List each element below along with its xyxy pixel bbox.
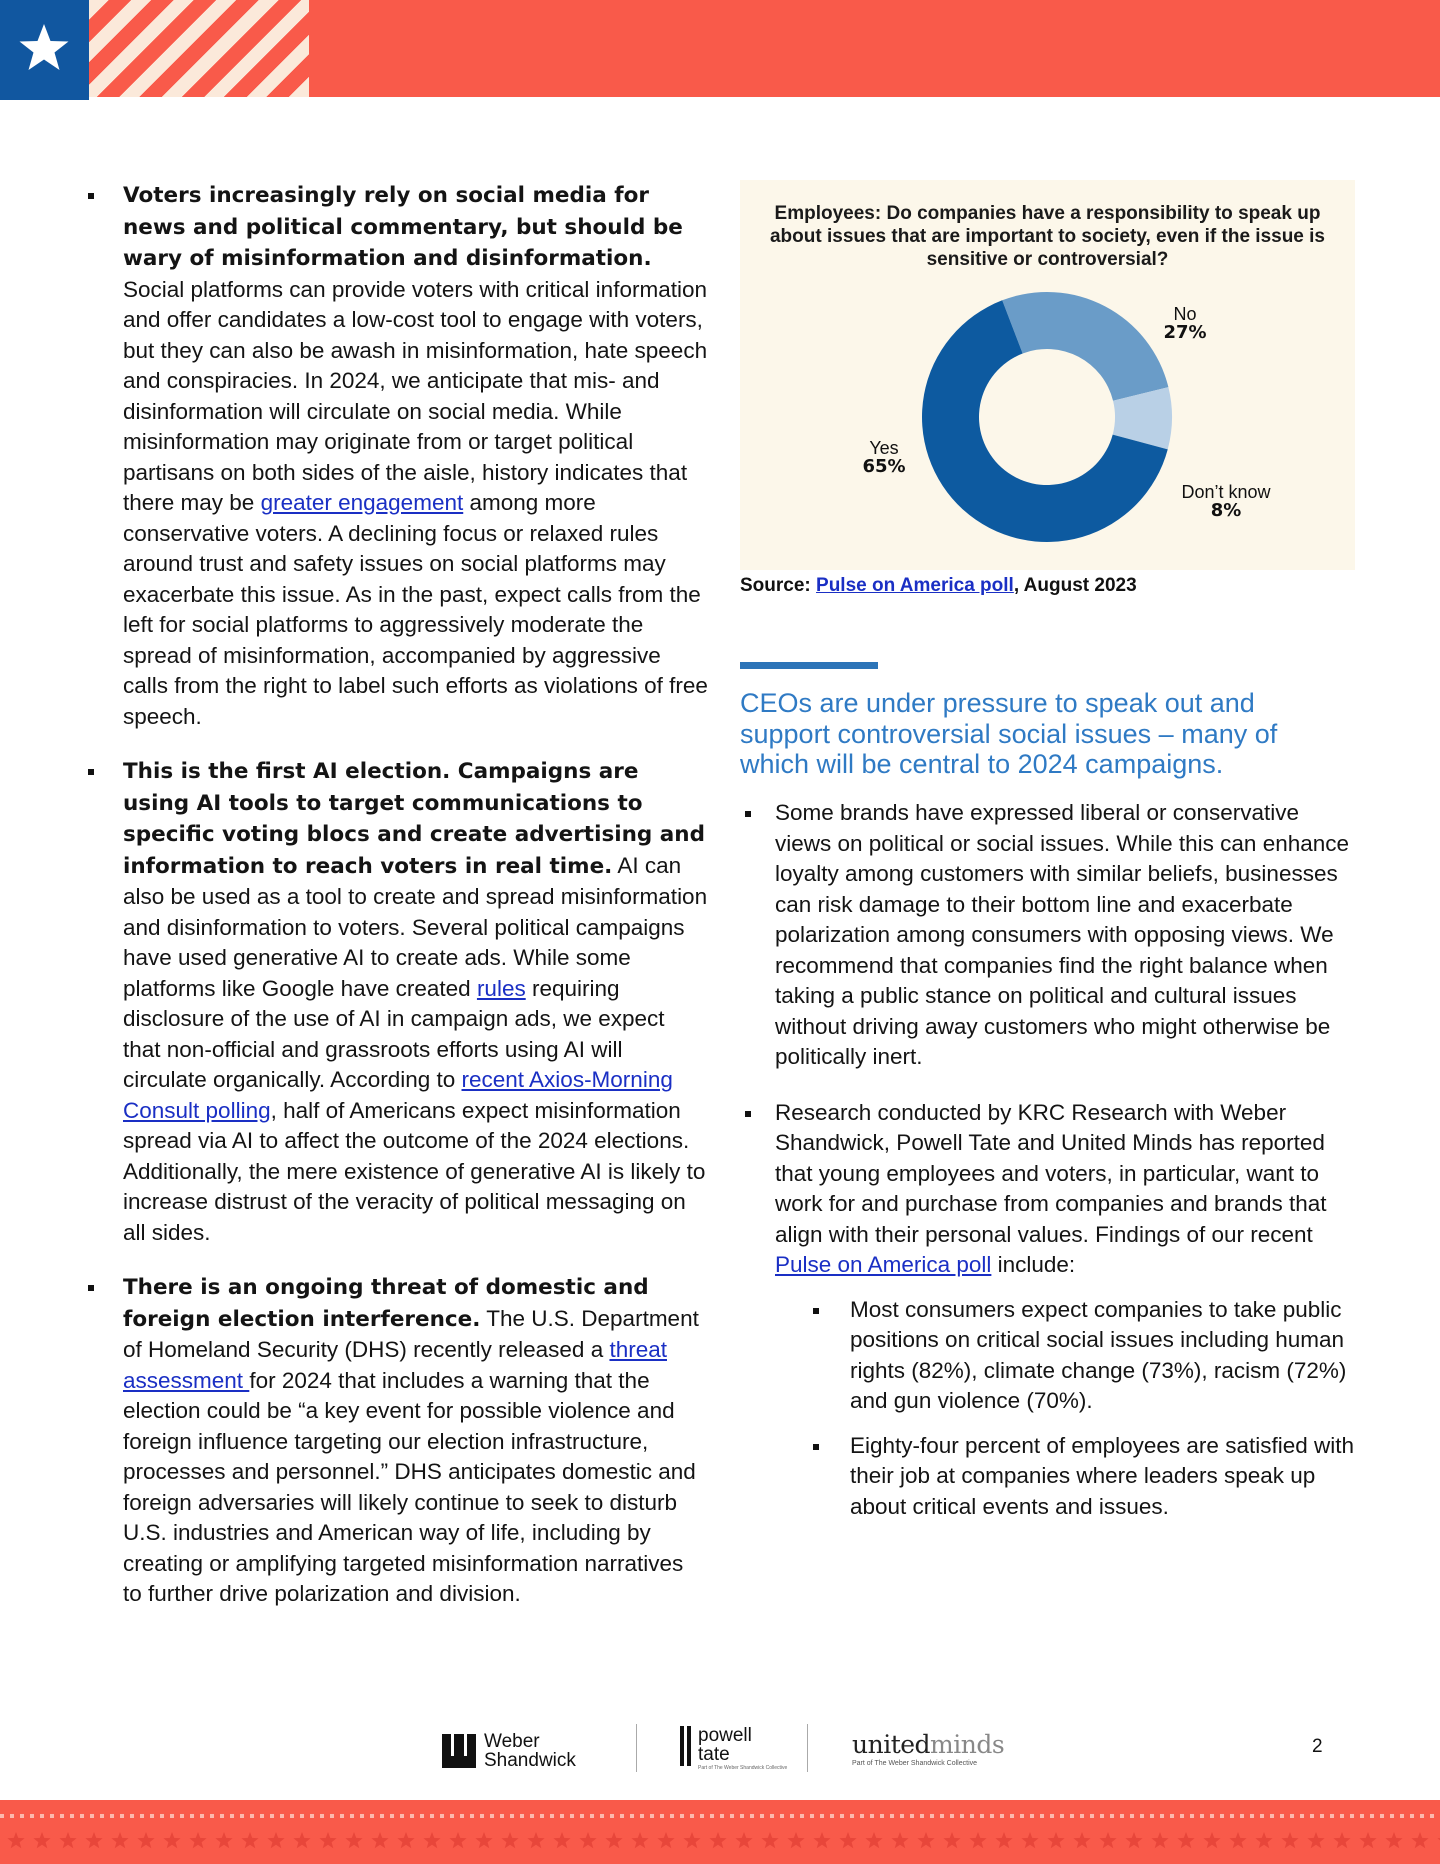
sub-bullet-list — [775, 1295, 1355, 1523]
footer-star-icon — [865, 1832, 882, 1848]
source-prefix: Source: — [740, 575, 817, 596]
footer-star-icon — [293, 1832, 310, 1848]
footer-star-icon — [215, 1832, 232, 1848]
footer-star-icon — [969, 1832, 986, 1848]
bullet-text: Research conducted by KRC Research with Weber Shandwick, Powell Tate and United Minds has reported that young employees and voters, in particular, want to work for and purchase from companies and brands that align with their personal values. Findings of our recent — [775, 1099, 1327, 1247]
slice-value-label: 27% — [1163, 322, 1207, 343]
link-threat-assessment[interactable]: threat assessment — [123, 1337, 667, 1393]
footer-star-icon — [7, 1832, 24, 1848]
footer-star-icon — [1099, 1832, 1116, 1848]
bullet-text: among more conservative voters. A declining focus or relaxed rules around trust and safety issues on social platforms may exacerbate this issue. As in the past, expect calls from the left for social platforms to aggressively moderate the spread of misinformation, accompanied by aggressive calls from the right to label such efforts as violations of free speech. — [123, 490, 708, 729]
star-icon — [18, 22, 70, 74]
weber-shandwick-mark-icon — [442, 1734, 476, 1768]
footer-star-icon — [1229, 1832, 1246, 1848]
footer-star-icon — [267, 1832, 284, 1848]
powell-text: powell — [698, 1725, 752, 1746]
flag-star-box — [0, 0, 89, 100]
link-greater-engagement[interactable]: greater engagement — [260, 490, 464, 515]
minds-text: minds — [930, 1730, 1005, 1759]
footer-star-icon — [839, 1832, 856, 1848]
footer-star-icon — [917, 1832, 934, 1848]
list-item — [740, 1098, 1355, 1523]
footer-star-icon — [397, 1832, 414, 1848]
slice-label: Yes — [869, 438, 899, 458]
footer-star-icon — [1151, 1832, 1168, 1848]
slice-value-label: 8% — [1210, 500, 1242, 521]
bullet-lead: This is the first AI election. Campaigns are using AI tools to target communications to specific voting blocs and create advertising and information to reach voters in real time. — [123, 759, 705, 879]
footer-star-icon — [527, 1832, 544, 1848]
footer-star-icon — [111, 1832, 128, 1848]
footer-star-icon — [631, 1832, 648, 1848]
footer-star-icon — [59, 1832, 76, 1848]
sub-list-item: Eighty-four percent of employees are satisfied with their job at companies where leaders speak up about critical events and issues. — [775, 1431, 1355, 1523]
footer-star-icon — [1281, 1832, 1298, 1848]
list-item — [88, 180, 708, 732]
dotted-line — [0, 1814, 1440, 1818]
tate-text: tate — [698, 1744, 730, 1765]
footer-star-icon — [163, 1832, 180, 1848]
footer-star-icon — [709, 1832, 726, 1848]
powell-tate-bars-icon — [680, 1726, 692, 1766]
united-minds-logo — [852, 1730, 1004, 1767]
footer-star-icon — [189, 1832, 206, 1848]
weber-shandwick-logo — [442, 1732, 576, 1770]
chart-title: Employees: Do companies have a responsibility to speak up about issues that are important to society, even if the issue is sensitive or controversial? — [769, 203, 1326, 270]
footer-star-icon — [761, 1832, 778, 1848]
slice-label: Don’t know — [1181, 482, 1271, 502]
link-axios-polling[interactable]: recent Axios-Morning Consult polling — [123, 1067, 673, 1123]
logo-divider — [636, 1724, 637, 1772]
footer-logos — [442, 1724, 1032, 1774]
list-item — [740, 798, 1355, 1073]
united-minds-tagline: Part of The Weber Shandwick Collective — [852, 1760, 978, 1767]
list-item — [88, 756, 708, 1248]
bullet-text: Social platforms can provide voters with critical information and offer candidates a low-cost tool to engage with voters, but they can also be awash in misinformation, hate speech and conspiracies. In 2024, we anticipate that mis- and disinformation will circulate on social media. While misinformation may originate from or target political partisans on both sides of the aisle, history indicates that there may be — [123, 276, 708, 515]
flag-stripes — [89, 0, 309, 97]
footer-star-icon — [1255, 1832, 1272, 1848]
logo-divider — [807, 1724, 808, 1772]
footer-star-icon — [1333, 1832, 1350, 1848]
weber-text: Weber — [484, 1731, 540, 1752]
footer-star-icon — [1385, 1832, 1402, 1848]
accent-rule — [740, 662, 878, 669]
powell-tate-logo — [680, 1726, 787, 1771]
footer-star-icon — [1411, 1832, 1428, 1848]
footer-star-icon — [1203, 1832, 1220, 1848]
footer-star-icon — [475, 1832, 492, 1848]
chart-source — [740, 575, 1137, 597]
footer-band — [0, 1800, 1440, 1864]
footer-star-icon — [1073, 1832, 1090, 1848]
footer-star-icon — [657, 1832, 674, 1848]
donut-slice-no — [1002, 292, 1168, 401]
footer-star-icon — [891, 1832, 908, 1848]
bullet-text: requiring disclosure of the use of AI in campaign ads, we expect that non-official and grassroots efforts using AI will circulate organically. According to — [123, 975, 665, 1092]
footer-star-icon — [449, 1832, 466, 1848]
footer-star-icon — [85, 1832, 102, 1848]
source-suffix: , August 2023 — [1013, 575, 1137, 596]
footer-star-icon — [579, 1832, 596, 1848]
footer-star-icon — [735, 1832, 752, 1848]
footer-star-icon — [137, 1832, 154, 1848]
footer-star-icon — [33, 1832, 50, 1848]
slice-value-label: 65% — [862, 456, 906, 477]
footer-star-icon — [345, 1832, 362, 1848]
bullet-lead: There is an ongoing threat of domestic and foreign election interference. — [123, 1275, 649, 1332]
footer-star-icon — [1177, 1832, 1194, 1848]
footer-star-icon — [553, 1832, 570, 1848]
bullet-text: AI can also be used as a tool to create and spread misinformation and disinformation to voters. Several political campaigns have used generative AI to create ads. While some platforms like Google have created — [123, 852, 708, 1001]
footer-star-icon — [995, 1832, 1012, 1848]
link-rules[interactable]: rules — [476, 975, 526, 1001]
united-text: united — [852, 1730, 931, 1759]
bullet-text: Some brands have expressed liberal or conservative views on political or social issues. While this can enhance loyalty among customers with similar beliefs, businesses can risk damage to their bottom line and exacerbate polarization among consumers with opposing views. We recommend that companies find the right balance when taking a public stance on political and cultural issues without driving away customers who might otherwise be politically inert. — [775, 800, 1350, 1069]
star-row — [0, 1828, 1440, 1854]
footer-star-icon — [371, 1832, 388, 1848]
right-bullet-list — [740, 798, 1355, 1547]
footer-star-icon — [241, 1832, 258, 1848]
footer-star-icon — [683, 1832, 700, 1848]
section-heading: CEOs are under pressure to speak out and support controversial social issues – many of which will be central to 2024 campaigns. — [740, 688, 1278, 779]
footer-star-icon — [1021, 1832, 1038, 1848]
sub-list-item: Most consumers expect companies to take public positions on critical social issues including human rights (82%), climate change (73%), racism (72%) and gun violence (70%). — [775, 1295, 1355, 1417]
powell-tate-tagline: Part of The Weber Shandwick Collective — [698, 1765, 788, 1771]
link-pulse-poll-source[interactable]: Pulse on America poll — [816, 575, 1014, 596]
left-column — [88, 180, 708, 1634]
footer-star-icon — [1125, 1832, 1142, 1848]
left-bullet-list — [88, 180, 708, 1610]
footer-star-icon — [787, 1832, 804, 1848]
footer-star-icon — [501, 1832, 518, 1848]
bullet-lead: Voters increasingly rely on social media for news and political commentary, but should be wary of misinformation and disinformation. — [123, 183, 683, 271]
bullet-text: , half of Americans expect misinformation spread via AI to affect the outcome of the 2024 elections. Additionally, the mere existence of generative AI is likely to increase distrust of the veracity of political messaging on all sides. — [123, 1097, 706, 1245]
footer-star-icon — [1307, 1832, 1324, 1848]
page-number: 2 — [1312, 1736, 1323, 1757]
slice-label: No — [1173, 304, 1197, 324]
footer-star-icon — [605, 1832, 622, 1848]
chart-panel — [740, 180, 1355, 570]
list-item — [88, 1272, 708, 1610]
footer-star-icon — [813, 1832, 830, 1848]
bullet-text: for 2024 that includes a warning that the election could be “a key event for possible violence and foreign influence targeting our election infrastructure, processes and personnel.” DHS anticipates domestic and foreign adversaries will likely continue to seek to disturb U.S. industries and American way of life, including by creating or amplifying targeted misinformation narratives to further drive polarization and division. — [123, 1367, 696, 1606]
footer-star-icon — [1359, 1832, 1376, 1848]
link-pulse-poll[interactable]: Pulse on America poll — [775, 1252, 992, 1277]
bullet-text: The U.S. Department of Homeland Security (DHS) recently released a — [123, 1305, 699, 1362]
footer-star-icon — [319, 1832, 336, 1848]
footer-star-icon — [1047, 1832, 1064, 1848]
footer-star-icon — [423, 1832, 440, 1848]
bullet-text: include: — [991, 1252, 1076, 1277]
shandwick-text: Shandwick — [484, 1750, 576, 1771]
footer-star-icon — [943, 1832, 960, 1848]
